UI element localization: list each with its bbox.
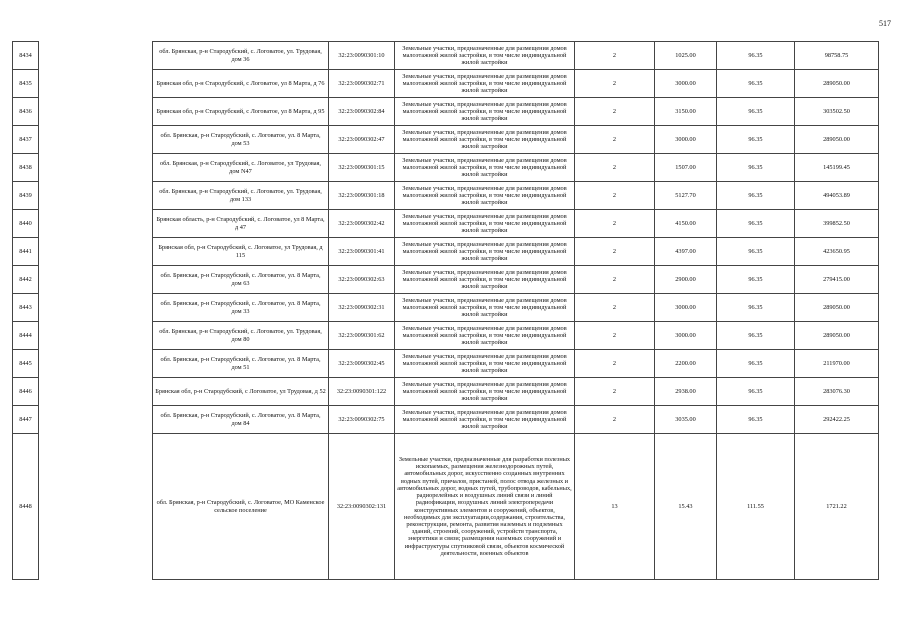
blank-gap-cell	[39, 322, 153, 350]
cadastral-number-cell: 32:23:0090302:84	[329, 98, 395, 126]
area-cell: 3000.00	[655, 126, 717, 154]
area-cell: 2900.00	[655, 266, 717, 294]
table-row	[13, 98, 879, 126]
cadastral-number-cell: 32:23:0090302:75	[329, 406, 395, 434]
cadastral-value-cell: 303502.50	[795, 98, 879, 126]
land-use-cell: Земельные участки, предназначенные для размещения домов малоэтажной жилой застройки, в том числе индивидуальной жилой застройки	[395, 126, 575, 154]
group-number-cell: 2	[575, 322, 655, 350]
specific-value-cell: 96.35	[717, 406, 795, 434]
specific-value-cell: 96.35	[717, 154, 795, 182]
cadastral-number-cell: 32:23:0090301:41	[329, 238, 395, 266]
area-cell: 3150.00	[655, 98, 717, 126]
cadastral-number-cell: 32:23:0090301:18	[329, 182, 395, 210]
specific-value-cell: 96.35	[717, 126, 795, 154]
blank-gap-cell	[39, 350, 153, 378]
land-use-cell: Земельные участки, предназначенные для размещения домов малоэтажной жилой застройки, в том числе индивидуальной жилой застройки	[395, 322, 575, 350]
cadastral-number-cell: 32:23:0090302:63	[329, 266, 395, 294]
group-number-cell: 2	[575, 182, 655, 210]
table-row	[13, 70, 879, 98]
group-number-cell: 2	[575, 350, 655, 378]
land-use-cell: Земельные участки, предназначенные для размещения домов малоэтажной жилой застройки, в том числе индивидуальной жилой застройки	[395, 238, 575, 266]
table-row	[13, 182, 879, 210]
specific-value-cell: 96.35	[717, 42, 795, 70]
table-row	[13, 126, 879, 154]
address-cell: обл. Брянская, р-н Стародубский, с. Логоватое, ул Трудовая, дом N47	[153, 154, 329, 182]
cadastral-value-cell: 289050.00	[795, 294, 879, 322]
cadastral-value-cell: 423650.95	[795, 238, 879, 266]
cadastral-value-table	[12, 41, 879, 580]
group-number-cell: 2	[575, 98, 655, 126]
cadastral-value-cell: 399852.50	[795, 210, 879, 238]
area-cell: 4397.00	[655, 238, 717, 266]
address-cell: Брянская обл, р-н Стародубский, с Логоватое, ул 8 Марта, д 76	[153, 70, 329, 98]
blank-gap-cell	[39, 294, 153, 322]
cadastral-value-cell: 145199.45	[795, 154, 879, 182]
specific-value-cell: 96.35	[717, 294, 795, 322]
address-cell: обл. Брянская, р-н Стародубский, с. Логоватое, ул. 8 Марта, дом 33	[153, 294, 329, 322]
row-number-cell: 8445	[13, 350, 39, 378]
table-row	[13, 322, 879, 350]
blank-gap-cell	[39, 406, 153, 434]
blank-gap-cell	[39, 266, 153, 294]
group-number-cell: 2	[575, 406, 655, 434]
row-number-cell: 8446	[13, 378, 39, 406]
cadastral-number-cell: 32:23:0090302:45	[329, 350, 395, 378]
blank-gap-cell	[39, 378, 153, 406]
land-use-cell: Земельные участки, предназначенные для размещения домов малоэтажной жилой застройки, в том числе индивидуальной жилой застройки	[395, 98, 575, 126]
group-number-cell: 2	[575, 42, 655, 70]
row-number-cell: 8442	[13, 266, 39, 294]
blank-gap-cell	[39, 98, 153, 126]
cadastral-number-cell: 32:23:0090302:47	[329, 126, 395, 154]
blank-gap-cell	[39, 238, 153, 266]
area-cell: 3035.00	[655, 406, 717, 434]
address-cell: обл. Брянская, р-н Стародубский, с. Логоватое, ул. 8 Марта, дом 63	[153, 266, 329, 294]
row-number-cell: 8439	[13, 182, 39, 210]
table-row	[13, 406, 879, 434]
specific-value-cell: 96.35	[717, 182, 795, 210]
specific-value-cell: 96.35	[717, 266, 795, 294]
blank-gap-cell	[39, 154, 153, 182]
row-number-cell: 8437	[13, 126, 39, 154]
row-number-cell: 8444	[13, 322, 39, 350]
row-number-cell: 8448	[13, 434, 39, 580]
land-use-cell: Земельные участки, предназначенные для размещения домов малоэтажной жилой застройки, в том числе индивидуальной жилой застройки	[395, 378, 575, 406]
land-use-cell: Земельные участки, предназначенные для размещения домов малоэтажной жилой застройки, в том числе индивидуальной жилой застройки	[395, 42, 575, 70]
cadastral-value-cell: 1721.22	[795, 434, 879, 580]
cadastral-number-cell: 32:23:0090302:131	[329, 434, 395, 580]
area-cell: 3000.00	[655, 70, 717, 98]
address-cell: Брянская область, р-н Стародубский, с. Логоватое, ул 8 Марта, д 47	[153, 210, 329, 238]
land-use-cell: Земельные участки, предназначенные для размещения домов малоэтажной жилой застройки, в том числе индивидуальной жилой застройки	[395, 210, 575, 238]
table-row	[13, 238, 879, 266]
group-number-cell: 2	[575, 126, 655, 154]
specific-value-cell: 96.35	[717, 350, 795, 378]
area-cell: 1507.00	[655, 154, 717, 182]
land-use-cell: Земельные участки, предназначенные для размещения домов малоэтажной жилой застройки, в том числе индивидуальной жилой застройки	[395, 70, 575, 98]
blank-gap-cell	[39, 126, 153, 154]
table-row	[13, 266, 879, 294]
row-number-cell: 8435	[13, 70, 39, 98]
specific-value-cell: 96.35	[717, 210, 795, 238]
land-use-cell: Земельные участки, предназначенные для размещения домов малоэтажной жилой застройки, в том числе индивидуальной жилой застройки	[395, 350, 575, 378]
cadastral-value-cell: 211970.00	[795, 350, 879, 378]
table-row	[13, 378, 879, 406]
area-cell: 3000.00	[655, 294, 717, 322]
area-cell: 2938.00	[655, 378, 717, 406]
group-number-cell: 2	[575, 154, 655, 182]
table-row	[13, 294, 879, 322]
address-cell: обл. Брянская, р-н Стародубский, с. Логоватое, ул. Трудовая, дом 133	[153, 182, 329, 210]
blank-gap-cell	[39, 70, 153, 98]
group-number-cell: 2	[575, 70, 655, 98]
land-use-cell: Земельные участки, предназначенные для размещения домов малоэтажной жилой застройки, в том числе индивидуальной жилой застройки	[395, 266, 575, 294]
row-number-cell: 8438	[13, 154, 39, 182]
group-number-cell: 2	[575, 378, 655, 406]
land-use-cell: Земельные участки, предназначенные для размещения домов малоэтажной жилой застройки, в том числе индивидуальной жилой застройки	[395, 154, 575, 182]
address-cell: Брянская обл, р-н Стародубский, с Логоватое, ул 8 Марта, д 95	[153, 98, 329, 126]
row-number-cell: 8441	[13, 238, 39, 266]
cadastral-number-cell: 32:23:0090301:10	[329, 42, 395, 70]
area-cell: 4150.00	[655, 210, 717, 238]
address-cell: Брянская обл, р-н Стародубский, с. Логоватое, ул Трудовая, д 115	[153, 238, 329, 266]
address-cell: обл. Брянская, р-н Стародубский, с. Логоватое, ул. 8 Марта, дом 53	[153, 126, 329, 154]
area-cell: 3000.00	[655, 322, 717, 350]
area-cell: 5127.70	[655, 182, 717, 210]
specific-value-cell: 96.35	[717, 322, 795, 350]
blank-gap-cell	[39, 210, 153, 238]
cadastral-number-cell: 32:23:0090302:42	[329, 210, 395, 238]
group-number-cell: 2	[575, 266, 655, 294]
land-use-cell: Земельные участки, предназначенные для разработки полезных ископаемых, размещения железнодорожных путей, автомобильных дорог, искусственно созданных внутренних водных путей, причалов, пристаней, полос отвода железных и автомобильных дорог, водных путей, трубопроводов, кабельных, радиорелейных и воздушных линий связи и линий радиофикации, воздушных линий электропередачи конструктивных элементов и сооружений, объектов, необходимых для эксплуатации,содержания, строительства, реконструкции, ремонта, развития наземных и подземных зданий, строений, сооружений, устройств транспорта, энергетики и связи; размещения наземных сооружений и инфраструктуры спутниковой связи, объектов космической деятельности, военных объектов	[395, 434, 575, 580]
blank-gap-cell	[39, 182, 153, 210]
land-use-cell: Земельные участки, предназначенные для размещения домов малоэтажной жилой застройки, в том числе индивидуальной жилой застройки	[395, 406, 575, 434]
group-number-cell: 13	[575, 434, 655, 580]
cadastral-number-cell: 32:23:0090301:62	[329, 322, 395, 350]
cadastral-number-cell: 32:23:0090301:122	[329, 378, 395, 406]
area-cell: 15.43	[655, 434, 717, 580]
row-number-cell: 8436	[13, 98, 39, 126]
row-number-cell: 8443	[13, 294, 39, 322]
cadastral-value-cell: 283076.30	[795, 378, 879, 406]
cadastral-value-cell: 289050.00	[795, 322, 879, 350]
table-row	[13, 154, 879, 182]
specific-value-cell: 111.55	[717, 434, 795, 580]
table-row	[13, 434, 879, 580]
cadastral-number-cell: 32:23:0090302:31	[329, 294, 395, 322]
table-row	[13, 42, 879, 70]
cadastral-number-cell: 32:23:0090301:15	[329, 154, 395, 182]
cadastral-value-cell: 289050.00	[795, 70, 879, 98]
page-number: 517	[879, 19, 891, 28]
cadastral-value-cell: 292422.25	[795, 406, 879, 434]
table-row	[13, 210, 879, 238]
cadastral-number-cell: 32:23:0090302:71	[329, 70, 395, 98]
address-cell: обл. Брянская, р-н Стародубский, с. Логоватое, ул. 8 Марта, дом 84	[153, 406, 329, 434]
blank-gap-cell	[39, 434, 153, 580]
address-cell: обл. Брянская, р-н Стародубский, с. Логоватое, МО Каменское сельское поселение	[153, 434, 329, 580]
group-number-cell: 2	[575, 210, 655, 238]
specific-value-cell: 96.35	[717, 98, 795, 126]
row-number-cell: 8447	[13, 406, 39, 434]
cadastral-value-cell: 279415.00	[795, 266, 879, 294]
specific-value-cell: 96.35	[717, 378, 795, 406]
table-row	[13, 350, 879, 378]
address-cell: обл. Брянская, р-н Стародубский, с. Логоватое, ул. Трудовая, дом 36	[153, 42, 329, 70]
address-cell: обл. Брянская, р-н Стародубский, с. Логоватое, ул. Трудовая, дом 80	[153, 322, 329, 350]
row-number-cell: 8440	[13, 210, 39, 238]
address-cell: Брянская обл, р-н Стародубский, с Логоватое, ул Трудовая, д 52	[153, 378, 329, 406]
cadastral-value-cell: 98758.75	[795, 42, 879, 70]
land-use-cell: Земельные участки, предназначенные для размещения домов малоэтажной жилой застройки, в том числе индивидуальной жилой застройки	[395, 294, 575, 322]
cadastral-value-cell: 494053.89	[795, 182, 879, 210]
specific-value-cell: 96.35	[717, 70, 795, 98]
area-cell: 1025.00	[655, 42, 717, 70]
blank-gap-cell	[39, 42, 153, 70]
specific-value-cell: 96.35	[717, 238, 795, 266]
address-cell: обл. Брянская, р-н Стародубский, с. Логоватое, ул. 8 Марта, дом 51	[153, 350, 329, 378]
land-use-cell: Земельные участки, предназначенные для размещения домов малоэтажной жилой застройки, в том числе индивидуальной жилой застройки	[395, 182, 575, 210]
group-number-cell: 2	[575, 294, 655, 322]
row-number-cell: 8434	[13, 42, 39, 70]
area-cell: 2200.00	[655, 350, 717, 378]
cadastral-value-cell: 289050.00	[795, 126, 879, 154]
group-number-cell: 2	[575, 238, 655, 266]
